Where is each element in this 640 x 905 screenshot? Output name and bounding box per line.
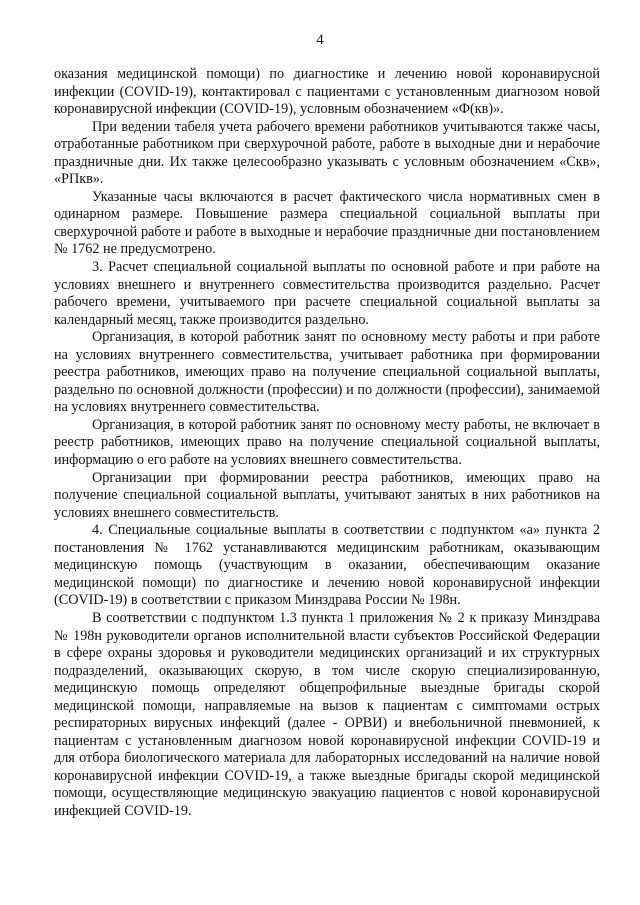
paragraph-order-198n: В соответствии с подпунктом 1.3 пункта 1 приложения № 2 к приказу Минздрава № 198н руководители органов исполнительной власти субъектов Российской Федерации в сфере охраны здоровья и руководители медицинских организаций и их структурных подразделений, оказывающих скорую, в том числе скорую специализированную, медицинскую помощь определяют общепрофильные выездные бригады скорой медицинской помощи, направляемые на вызов к пациентам с симптомами острых респираторных вирусных инфекций (далее - ОРВИ) и внебольничной пневмонией, к пациентам с установленным диагнозом новой коронавирусной инфекции COVID-19 и для отбора биологического материала для лабораторных исследований на наличие новой коронавирусной инфекции COVID-19, а также выездные бригады скорой медицинской помощи, осуществляющие медицинскую эвакуацию пациентов с новой коронавирусной инфекцией COVID-19. — [54, 609, 600, 819]
paragraph-continuation: оказания медицинской помощи) по диагностике и лечению новой коронавирусной инфекции (COVID-19), контактировал с пациентами с установленным диагнозом новой коронавирусной инфекции (COVID-19), условным обозначением «Ф(кв)». — [54, 66, 600, 118]
document-body — [54, 66, 600, 821]
paragraph-hours-included: Указанные часы включаются в расчет фактического числа нормативных смен в одинарном размере. Повышение размера специальной социальной выплаты при сверхурочной работе и работе в выходные и нерабочие праздничные дни постановлением № 1762 не предусмотрено. — [54, 188, 600, 258]
paragraph-timesheet-hours: При ведении табеля учета рабочего времени работников учитываются также часы, отработанные работником при сверхурочной работе, работе в выходные дни и нерабочие праздничные дни. Их также целесообразно указывать с условным обозначением «Скв», «РПкв». — [54, 118, 600, 188]
paragraph-internal-combination: Организация, в которой работник занят по основному месту работы и при работе на условиях внутреннего совместительства, учитывает работника при формировании реестра работников, имеющих право на получение специальной социальной выплаты, раздельно по основной должности (профессии) и по должности (профессии), занимаемой на условиях внутреннего совместительства. — [54, 329, 600, 416]
paragraph-external-combination: Организация, в которой работник занят по основному месту работы, не включает в реестр работников, имеющих право на получение специальной социальной выплаты, информацию о его работе на условиях внешнего совместительства. — [54, 416, 600, 469]
paragraph-section-3: 3. Расчет специальной социальной выплаты по основной работе и при работе на условиях внешнего и внутреннего совместительства производится раздельно. Расчет рабочего времени, учитываемого при расчете специальной социальной выплаты за календарный месяц, также производится раздельно. — [54, 259, 600, 328]
paragraph-registry-formation: Организации при формировании реестра работников, имеющих право на получение специальной социальной выплаты, учитывают занятых в них работников на условиях внешнего совместительств. — [54, 469, 600, 521]
paragraph-section-4: 4. Специальные социальные выплаты в соответствии с подпунктом «а» пункта 2 постановления № 1762 устанавливаются медицинским работникам, оказывающим медицинскую помощь (участвующим в оказании, обеспечивающим оказание медицинской помощи) по диагностике и лечению новой коронавирусной инфекции (COVID-19) в соответствии с приказом Минздрава России № 198н. — [54, 522, 600, 609]
page-number: 4 — [316, 32, 324, 48]
